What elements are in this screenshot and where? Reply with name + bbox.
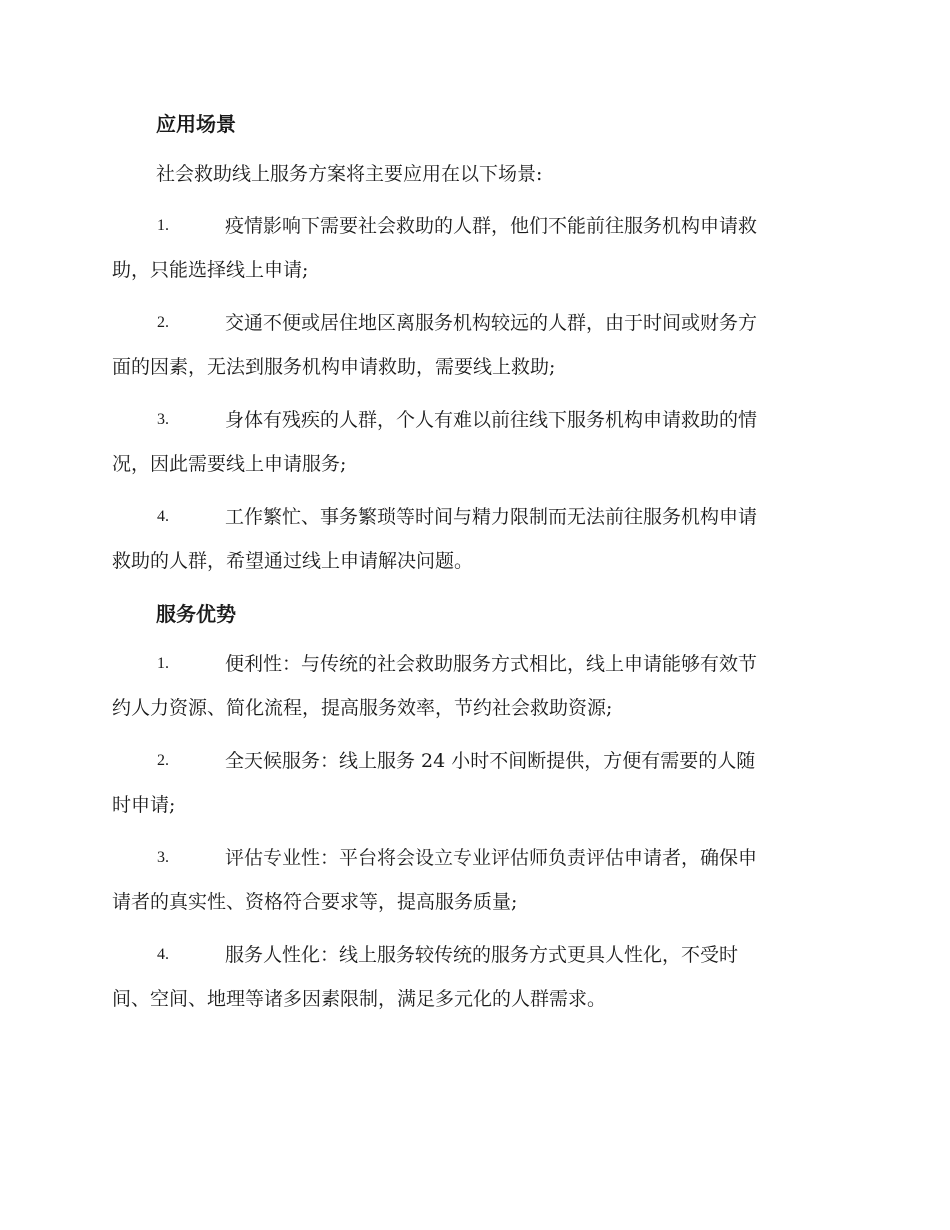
list-item <box>112 933 838 1021</box>
list-item-text-line1: 身体有残疾的人群，个人有难以前往线下服务机构申请救助的情 <box>225 409 758 431</box>
list-item-number: 1. <box>157 217 169 234</box>
list-item-number: 4. <box>157 508 169 525</box>
list-item-text-line1: 工作繁忙、事务繁琐等时间与精力限制而无法前往服务机构申请 <box>225 506 758 528</box>
list-item-text-line2: 况，因此需要线上申请服务; <box>112 453 347 475</box>
list-item <box>112 398 838 486</box>
list-item-number: 4. <box>157 946 169 963</box>
list-item-number: 2. <box>157 752 169 769</box>
section-heading: 应用场景 <box>156 112 236 136</box>
list-item-text-line2: 间、空间、地理等诸多因素限制，满足多元化的人群需求。 <box>112 988 607 1010</box>
list-item-number: 3. <box>157 411 169 428</box>
list-item <box>112 204 838 292</box>
document-body <box>112 104 838 1030</box>
list-item-text-line2: 约人力资源、简化流程，提高服务效率，节约社会救助资源; <box>112 697 613 719</box>
list-item-text-line1: 疫情影响下需要社会救助的人群，他们不能前往服务机构申请救 <box>225 215 758 237</box>
list-item-text-line1: 评估专业性：平台将会设立专业评估师负责评估申请者，确保申 <box>225 847 758 869</box>
list-item-text-line1: 全天候服务：线上服务 24 小时不间断提供，方便有需要的人随 <box>225 750 756 772</box>
list-item-text-line2: 面的因素，无法到服务机构申请救助，需要线上救助; <box>112 356 556 378</box>
list-item <box>112 739 838 827</box>
list-item <box>112 642 838 730</box>
list-item-number: 1. <box>157 655 169 672</box>
list-item-text-line1: 服务人性化：线上服务较传统的服务方式更具人性化，不受时 <box>225 944 739 966</box>
list-item <box>112 836 838 924</box>
list-item-text-line1: 交通不便或居住地区离服务机构较远的人群，由于时间或财务方 <box>225 312 758 334</box>
list-item-number: 2. <box>157 314 169 331</box>
list-item-text-line1: 便利性：与传统的社会救助服务方式相比，线上申请能够有效节 <box>225 653 758 675</box>
list-item-text-line2: 时申请; <box>112 794 176 816</box>
list-item-text-line2: 救助的人群，希望通过线上申请解决问题。 <box>112 550 474 572</box>
section-heading: 服务优势 <box>156 602 236 626</box>
list-item <box>112 301 838 389</box>
list-item <box>112 495 838 583</box>
list-item-text-line2: 助，只能选择线上申请; <box>112 259 309 281</box>
list-item-number: 3. <box>157 849 169 866</box>
section-intro: 社会救助线上服务方案将主要应用在以下场景: <box>156 163 543 185</box>
list-item-text-line2: 请者的真实性、资格符合要求等，提高服务质量; <box>112 891 518 913</box>
